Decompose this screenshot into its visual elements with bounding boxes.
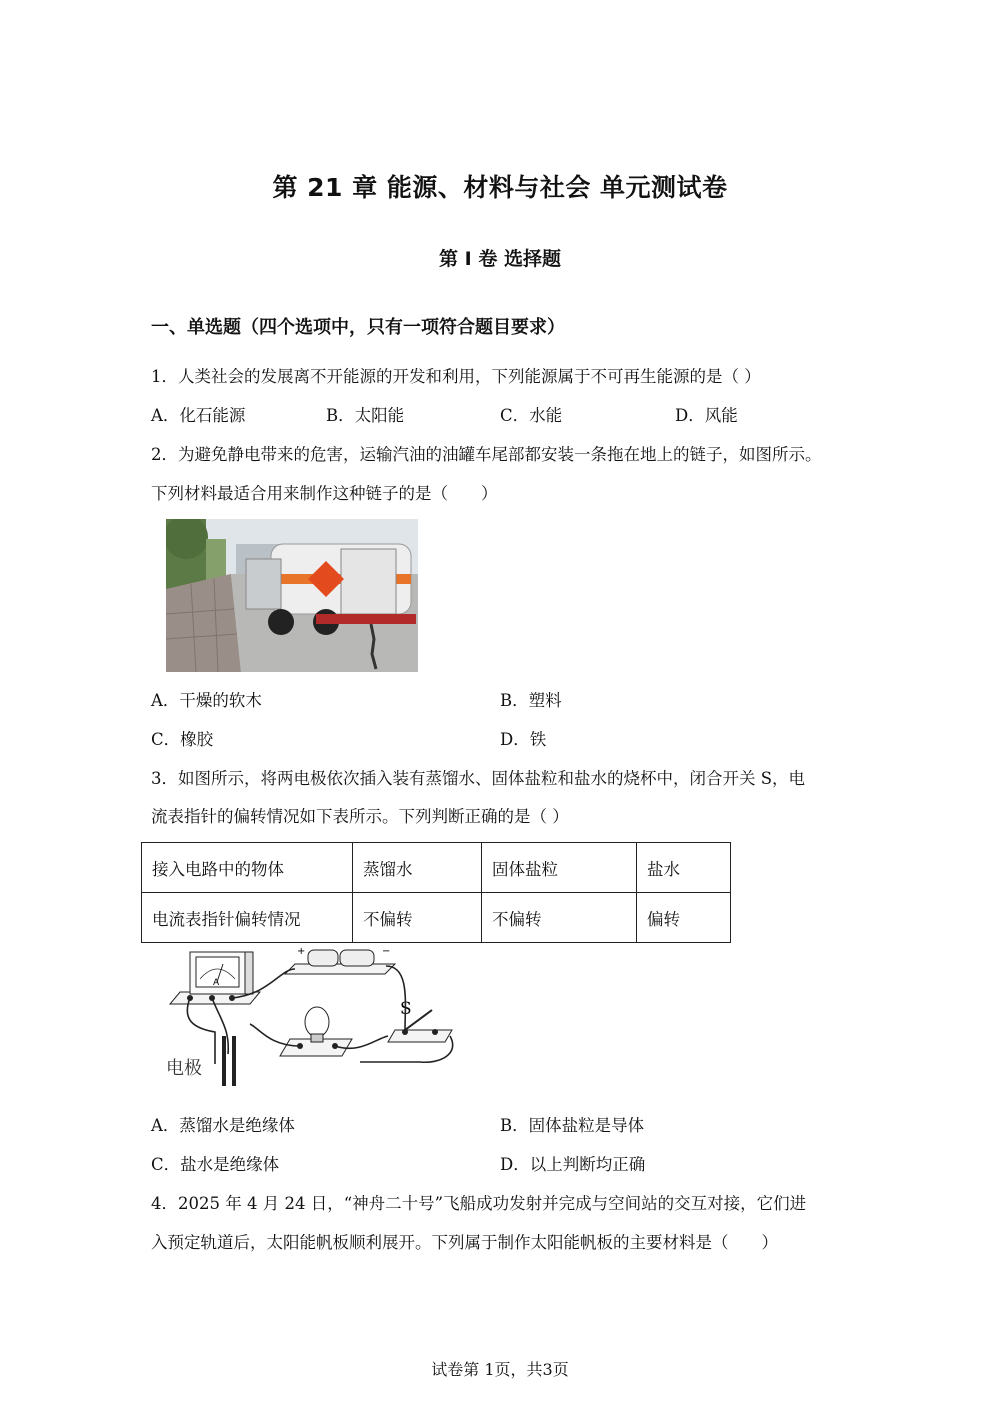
- circuit-diagram: [160, 944, 460, 1089]
- q1-option-d: D．风能: [675, 406, 738, 425]
- question-4-line2: 入预定轨道后，太阳能帆板顺利展开。下列属于制作太阳能帆板的主要材料是（ ）: [151, 1233, 778, 1252]
- svg-text:−: −: [382, 946, 391, 957]
- page-footer: 试卷第 1页，共3页: [431, 1360, 569, 1379]
- q3-option-c: C．盐水是绝缘体: [151, 1155, 280, 1174]
- svg-text:+: +: [297, 946, 306, 957]
- tanker-truck-photo: [166, 519, 418, 672]
- q1-option-a: A．化石能源: [151, 406, 246, 425]
- question-1-text: 1．人类社会的发展离不开能源的开发和利用，下列能源属于不可再生能源的是（ ）: [151, 367, 761, 386]
- table-row: [142, 893, 731, 943]
- table-cell: 偏转: [637, 893, 731, 943]
- switch-icon: [388, 999, 452, 1042]
- q2-option-d: D．铁: [500, 730, 547, 749]
- table-cell: 电流表指针偏转情况: [142, 893, 353, 943]
- q3-option-d: D．以上判断均正确: [500, 1155, 646, 1174]
- svg-text:A: A: [213, 978, 220, 988]
- table-cell: 蒸馏水: [353, 843, 482, 893]
- question-2-line2: 下列材料最适合用来制作这种链子的是（ ）: [151, 484, 498, 503]
- q3-option-a: A．蒸馏水是绝缘体: [151, 1116, 295, 1135]
- page-title: 第 21 章 能源、材料与社会 单元测试卷: [272, 173, 728, 202]
- battery-icon: [285, 946, 395, 974]
- observation-table: [141, 842, 731, 943]
- svg-text:S: S: [400, 999, 412, 1019]
- q3-option-b: B．固体盐粒是导体: [500, 1116, 645, 1135]
- q2-option-a: A．干燥的软木: [151, 691, 262, 710]
- table-cell: 固体盐粒: [482, 843, 637, 893]
- table-cell: 接入电路中的物体: [142, 843, 353, 893]
- electrode-label: 电极: [166, 1058, 202, 1079]
- q2-option-c: C．橡胶: [151, 730, 214, 749]
- ammeter-icon: [170, 952, 260, 1004]
- question-3-line1: 3．如图所示，将两电极依次插入装有蒸馏水、固体盐粒和盐水的烧杯中，闭合开关 S，电: [151, 769, 806, 788]
- question-4-line1: 4．2025 年 4 月 24 日，“神舟二十号”飞船成功发射并完成与空间站的交互对接，它们进: [151, 1194, 807, 1213]
- part-title: 第 I 卷 选择题: [439, 248, 561, 270]
- table-row: [142, 843, 731, 893]
- table-cell: 不偏转: [482, 893, 637, 943]
- table-cell: 盐水: [637, 843, 731, 893]
- q1-option-c: C．水能: [500, 406, 563, 425]
- q1-option-b: B．太阳能: [326, 406, 405, 425]
- section-heading: 一、单选题（四个选项中，只有一项符合题目要求）: [151, 317, 565, 338]
- question-3-line2: 流表指针的偏转情况如下表所示。下列判断正确的是（ ）: [151, 807, 569, 826]
- table-cell: 不偏转: [353, 893, 482, 943]
- lamp-icon: [280, 1007, 352, 1056]
- question-2-line1: 2．为避免静电带来的危害，运输汽油的油罐车尾部都安装一条拖在地上的链子，如图所示。: [151, 445, 822, 464]
- q2-option-b: B．塑料: [500, 691, 562, 710]
